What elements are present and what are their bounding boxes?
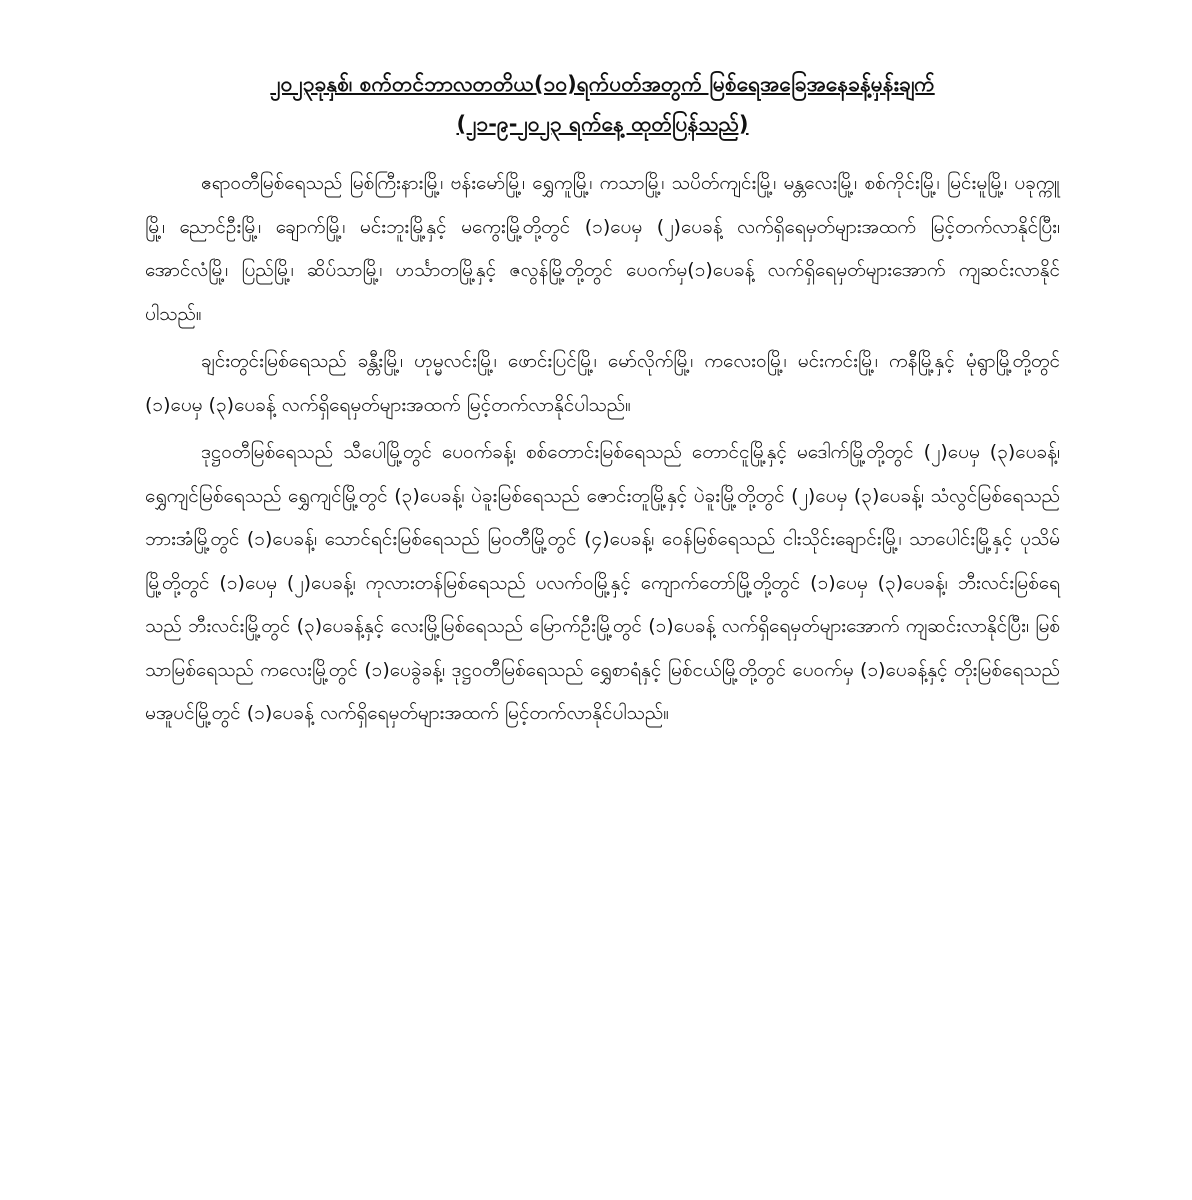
paragraph-chindwin: ချင်းတွင်းမြစ်ရေသည် ခန္တီးမြို့၊ ဟုမ္မလင်းမြို့၊ ဖောင်းပြင်မြို့၊ မော်လိုက်မြို့၊ ကလေးဝမြို့၊ မင်းကင်းမြို့၊ ကနီမြို့နှင့် မုံရွာမြို့တို့တွင် (၁)ပေမှ (၃)ပေခန့် လက်ရှိရေမှတ်များအထက် မြင့်တက်လာနိုင်ပါသည်။ <box>145 350 1060 416</box>
title-line-date: (၂၁-၉-၂၀၂၃ ရက်နေ့ ထုတ်ပြန်သည်) <box>456 112 749 136</box>
paragraph-other-rivers: ဒုဋ္ဌဝတီမြစ်ရေသည် သီပေါမြို့တွင် ပေဝက်ခန့်၊ စစ်တောင်းမြစ်ရေသည် တောင်ငူမြို့နှင့် မဒေါက်မြို့တို့တွင် (၂)ပေမှ (၃)ပေခန့်၊ ရွှေကျင်မြစ်ရေသည် ရွှေကျင်မြို့တွင် (၃)ပေခန့်၊ ပဲခူးမြစ်ရေသည် ဇောင်းတူမြို့နှင့် ပဲခူးမြို့တို့တွင် (၂)ပေမှ (၃)ပေခန့်၊ သံလွင်မြစ်ရေသည် ဘားအံမြို့တွင် (၁)ပေခန့်၊ သောင်ရင်းမြစ်ရေသည် မြဝတီမြို့တွင် (၄)ပေခန့်၊ ဝေန်မြစ်ရေသည် ငါးသိုင်းချောင်းမြို့၊ သာပေါင်းမြို့နှင့် ပုသိမ်မြို့တို့တွင် (၁)ပေမှ (၂)ပေခန့်၊ ကုလားတန်မြစ်ရေသည် ပလက်ဝမြို့နှင့် ကျောက်တော်မြို့တို့တွင် (၁)ပေမှ (၃)ပေခန့်၊ ဘီးလင်းမြစ်ရေသည် ဘီးလင်းမြို့တွင် (၃)ပေခန့်နှင့် လေးမြို့မြစ်ရေသည် မြောက်ဦးမြို့တွင် (၁)ပေခန့် လက်ရှိရေမှတ်များအောက် ကျဆင်းလာနိုင်ပြီး၊ မြစ်သာမြစ်ရေသည် ကလေးမြို့တွင် (၁)ပေခွဲခန့်၊ ဒုဋ္ဌဝတီမြစ်ရေသည် ရွှေစာရံနှင့် မြစ်ငယ်မြို့တို့တွင် ပေဝက်မှ (၁)ပေခန့်နှင့် တိုးမြစ်ရေသည် မအူပင်မြို့တွင် (၁)ပေခန့် လက်ရှိရေမှတ်များအထက် မြင့်တက်လာနိုင်ပါသည်။ <box>145 441 1060 724</box>
document-page <box>145 64 1060 740</box>
paragraph-irrawaddy: ဧရာဝတီမြစ်ရေသည် မြစ်ကြီးနားမြို့၊ ဗန်းမော်မြို့၊ ရွှေကူမြို့၊ ကသာမြို့၊ သပိတ်ကျင်းမြို့၊ မန္တလေးမြို့၊ စစ်ကိုင်းမြို့၊ မြင်းမူမြို့၊ ပခုက္ကူမြို့၊ ညောင်ဦးမြို့၊ ချောက်မြို့၊ မင်းဘူးမြို့နှင့် မကွေးမြို့တို့တွင် (၁)ပေမှ (၂)ပေခန့် လက်ရှိရေမှတ်များအထက် မြင့်တက်လာနိုင်ပြီး၊ အောင်လံမြို့၊ ပြည်မြို့၊ ဆိပ်သာမြို့၊ ဟင်္သာတမြို့နှင့် ဇလွန်မြို့တို့တွင် ပေဝက်မှ(၁)ပေခန့် လက်ရှိရေမှတ်များအောက် ကျဆင်းလာနိုင်ပါသည်။ <box>145 172 1060 325</box>
title-line-main: ၂၀၂၃ခုနှစ်၊ စက်တင်ဘာလတတိယ(၁၀)ရက်ပတ်အတွက် မြစ်ရေအခြေအနေခန့်မှန်းချက် <box>270 72 935 96</box>
document-title <box>145 64 1060 144</box>
